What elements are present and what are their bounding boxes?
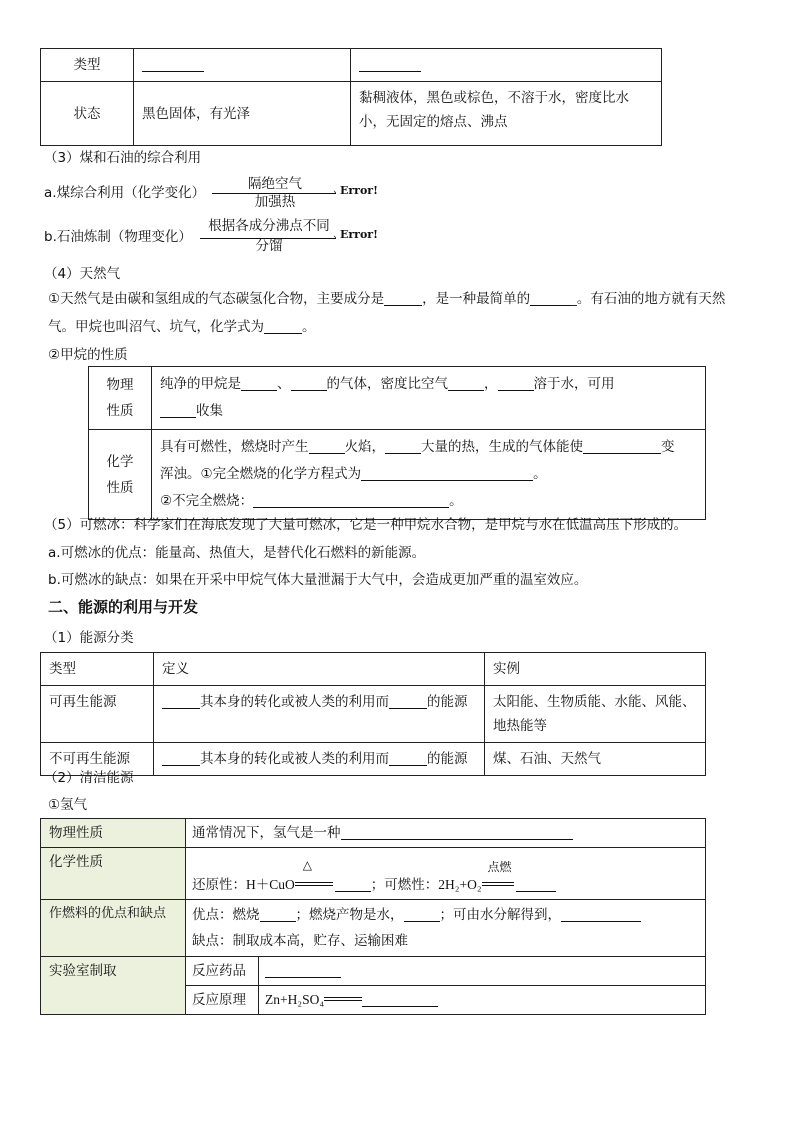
delta-icon: △ bbox=[302, 858, 312, 872]
hydrogen-table bbox=[40, 818, 706, 1015]
col-type: 类型 bbox=[41, 653, 154, 686]
blank[interactable] bbox=[385, 438, 421, 454]
coal-state: 黑色固体，有光泽 bbox=[134, 82, 351, 146]
phys-head: 物理 性质 bbox=[89, 367, 152, 430]
blank[interactable] bbox=[530, 290, 570, 306]
ignite-condition bbox=[482, 860, 516, 897]
coal-arrow-bottom: 加强热 bbox=[254, 194, 296, 210]
blank[interactable] bbox=[253, 492, 449, 508]
blank[interactable] bbox=[264, 318, 302, 334]
energy-title: （1）能源分类 bbox=[44, 630, 134, 646]
blank[interactable] bbox=[389, 693, 427, 709]
blank[interactable] bbox=[162, 693, 200, 709]
oil-type-cell bbox=[351, 49, 662, 82]
heat-condition bbox=[295, 858, 335, 897]
sec5-line2: a.可燃冰的优点：能量高、热值大，是替代化石燃料的新能源。 bbox=[48, 545, 426, 561]
blank[interactable] bbox=[291, 375, 327, 391]
h2-chem: 还原性：H＋CuO △ ；可燃性：2H₂+O₂ 点燃 bbox=[186, 848, 706, 900]
sec5-line3: b.可燃冰的缺点：如果在开采中甲烷气体大量泄漏于大气中，会造成更加严重的温室效应。 bbox=[48, 572, 588, 588]
ignite-label: 点燃 bbox=[487, 860, 512, 874]
energy-table bbox=[40, 652, 706, 776]
sec5-line1: （5）可燃冰：科学家们在海底发现了大量可燃冰，它是一种甲烷水合物，是甲烷与水在低温高压下形成的。 bbox=[44, 517, 688, 533]
chem-head: 化学 性质 bbox=[89, 430, 152, 520]
coal-arrow-top: 隔绝空气 bbox=[248, 176, 302, 192]
section2-title: 二、能源的利用与开发 bbox=[48, 598, 199, 616]
h2-chem-head: 化学性质 bbox=[41, 848, 186, 900]
sec4-para1-line2: 气。甲烷也叫沼气、坑气，化学式为 。 bbox=[48, 319, 316, 335]
clean-title: （2）清洁能源 bbox=[44, 770, 134, 786]
blank[interactable] bbox=[309, 438, 345, 454]
equals-sign bbox=[295, 882, 333, 886]
phys-cell: 纯净的甲烷是 、 的气体，密度比空气 ， 溶于水，可用 收集 bbox=[152, 367, 706, 430]
sec4-title: （4）天然气 bbox=[44, 266, 121, 282]
blank[interactable] bbox=[561, 906, 641, 922]
blank[interactable] bbox=[389, 750, 427, 766]
equals-sign bbox=[324, 997, 362, 1001]
oil-arrow-top: 根据各成分沸点不同 bbox=[208, 218, 330, 234]
hydrogen-sub: ①氢气 bbox=[48, 797, 88, 813]
nonrenew-type: 不可再生能源 bbox=[41, 743, 154, 776]
sec4-para2: ②甲烷的性质 bbox=[48, 347, 128, 363]
oil-state: 黏稠液体，黑色或棕色，不溶于水，密度比水小，无固定的熔点、沸点 bbox=[351, 82, 662, 146]
col-example: 实例 bbox=[485, 653, 706, 686]
error-text: Error! bbox=[340, 228, 378, 241]
lab-r2-val: Zn+H₂SO₄ bbox=[259, 986, 706, 1015]
blank[interactable] bbox=[265, 962, 341, 978]
blank[interactable] bbox=[241, 375, 277, 391]
blank[interactable] bbox=[341, 824, 573, 840]
lab-r2: 反应原理 bbox=[186, 986, 259, 1015]
lab-r1: 反应药品 bbox=[186, 957, 259, 986]
oil-refine-label: b.石油炼制（物理变化） bbox=[44, 229, 192, 245]
nonrenew-def: 其本身的转化或被人类的利用而 的能源 bbox=[154, 743, 485, 776]
coal-oil-table bbox=[40, 48, 662, 146]
blank[interactable] bbox=[359, 56, 421, 72]
blank[interactable] bbox=[361, 465, 533, 481]
h2-fuel-head: 作燃料的优点和缺点 bbox=[41, 900, 186, 957]
blank[interactable] bbox=[516, 876, 556, 892]
state-head: 状态 bbox=[41, 82, 134, 146]
renew-example: 太阳能、生物质能、水能、风能、地热能等 bbox=[485, 686, 706, 743]
blank[interactable] bbox=[404, 906, 440, 922]
nonrenew-example: 煤、石油、天然气 bbox=[485, 743, 706, 776]
blank[interactable] bbox=[362, 991, 438, 1007]
blank[interactable] bbox=[162, 750, 200, 766]
oil-arrow-bottom: 分馏 bbox=[255, 238, 283, 254]
h2-phys-head: 物理性质 bbox=[41, 819, 186, 848]
blank[interactable] bbox=[260, 906, 296, 922]
h2-fuel: 优点：燃烧 ；燃烧产物是水， ；可由水分解得到， 缺点：制取成本高，贮存、运输困难 bbox=[186, 900, 706, 957]
type-head: 类型 bbox=[41, 49, 134, 82]
arrow-head-icon: › bbox=[333, 233, 337, 243]
h2-lab-head: 实验室制取 bbox=[41, 957, 186, 1015]
col-def: 定义 bbox=[154, 653, 485, 686]
error-text: Error! bbox=[340, 184, 378, 197]
coal-type-cell bbox=[134, 49, 351, 82]
sec4-para1-line1: ①天然气是由碳和氢组成的气态碳氢化合物，主要成分是 ，是一种最简单的 _。有石油的地方就有天然 bbox=[48, 291, 726, 307]
blank[interactable] bbox=[142, 56, 204, 72]
h2-phys: 通常情况下，氢气是一种 bbox=[186, 819, 706, 848]
blank[interactable] bbox=[335, 876, 371, 892]
blank[interactable] bbox=[448, 375, 484, 391]
sec3-title: （3）煤和石油的综合利用 bbox=[44, 150, 202, 166]
blank[interactable] bbox=[160, 402, 196, 418]
coal-use-label: a.煤综合利用（化学变化） bbox=[44, 185, 206, 201]
chem-cell: 具有可燃性，燃烧时产生 火焰， 大量的热，生成的气体能使 变 浑浊。①完全燃烧的化学方程式为 。 ②不完全燃烧： 。 bbox=[152, 430, 706, 520]
lab-r1-val bbox=[259, 957, 706, 986]
blank[interactable] bbox=[583, 438, 661, 454]
renew-def: 其本身的转化或被人类的利用而 的能源 bbox=[154, 686, 485, 743]
renew-type: 可再生能源 bbox=[41, 686, 154, 743]
methane-table bbox=[88, 366, 706, 520]
blank[interactable] bbox=[498, 375, 534, 391]
equals-sign bbox=[482, 882, 514, 886]
arrow-head-icon: › bbox=[333, 188, 337, 198]
blank[interactable] bbox=[384, 290, 422, 306]
